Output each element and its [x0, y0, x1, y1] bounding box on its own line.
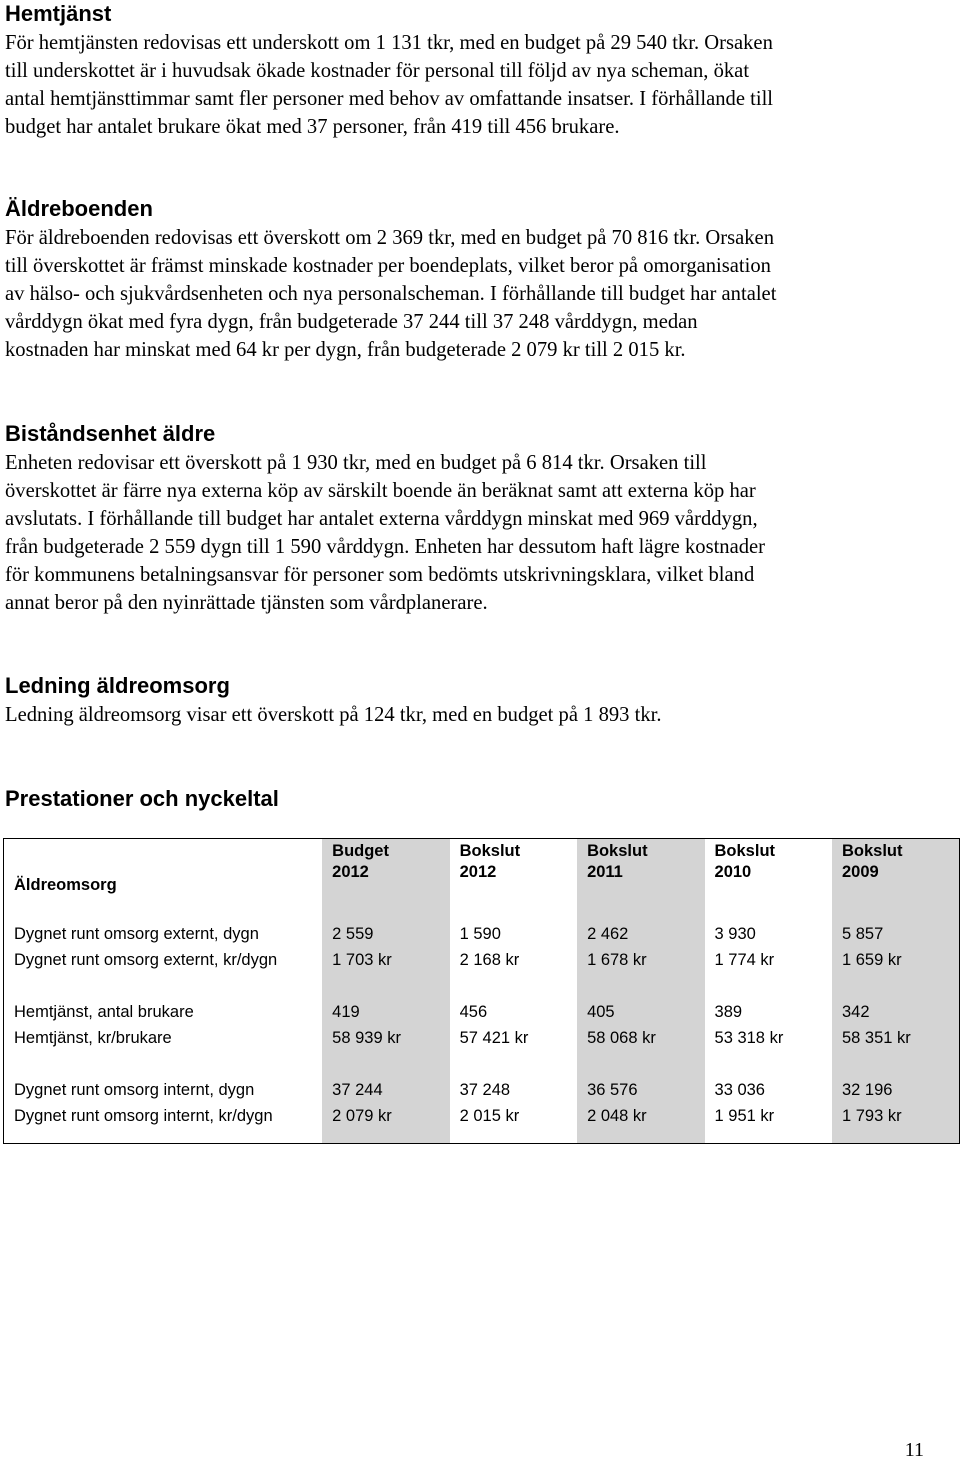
column-header-line: Budget [332, 842, 389, 860]
paragraph-line: För hemtjänsten redovisas ett underskott om 1 131 tkr, med en budget på 29 540 tkr. Orsaken [5, 32, 773, 54]
table-spacer-cell [577, 973, 704, 999]
page-number: 11 [904, 1439, 924, 1461]
paragraph-line: För äldreboenden redovisas ett överskott om 2 369 tkr, med en budget på 70 816 tkr. Orsaken [5, 227, 774, 249]
table-spacer-cell [4, 973, 323, 999]
table-spacer-cell [4, 899, 323, 921]
table-cell: 2 559 [322, 921, 449, 947]
table-cell: 1 774 kr [714, 951, 775, 969]
column-header-year: 2009 [841, 863, 879, 881]
table-spacer-cell [450, 973, 577, 999]
table-row [4, 1025, 960, 1051]
table-spacer-cell [832, 1129, 960, 1144]
table-spacer-cell [705, 1051, 832, 1077]
table-cell: 2 015 kr [459, 1107, 520, 1125]
section-paragraph-bistandsenhet [5, 449, 960, 617]
table-spacer-row [4, 899, 960, 921]
table-spacer-cell [832, 1051, 960, 1077]
table-spacer-cell [450, 1051, 577, 1077]
table-spacer-cell [4, 1129, 323, 1144]
paragraph-line: annat beror på den nyinrättade tjänsten som vårdplanerare. [5, 592, 488, 614]
section-paragraph-ledning [5, 701, 960, 729]
table-spacer-cell [577, 1051, 704, 1077]
table-row [4, 947, 960, 973]
table-cell: 57 421 kr [459, 1029, 529, 1047]
section-paragraph-aldreboenden [5, 224, 960, 364]
table-cell: 1 951 kr [714, 1107, 775, 1125]
paragraph-line: av hälso- och sjukvårdsenheten och nya personalscheman. I förhållande till budget har antalet [5, 283, 777, 305]
column-header-bokslut-2010 [705, 839, 832, 900]
column-header-year: 2012 [459, 863, 497, 881]
table-row [4, 999, 960, 1025]
table-spacer-row [4, 1051, 960, 1077]
table-cell: 58 068 kr [577, 1025, 704, 1051]
table-spacer-cell [832, 973, 960, 999]
table-cell: 58 939 kr [322, 1025, 449, 1051]
paragraph-line: överskottet är färre nya externa köp av särskilt boende än beräknat samt att externa köp har [5, 480, 756, 502]
table-spacer-cell [322, 1051, 449, 1077]
table-spacer-cell [705, 899, 832, 921]
table-spacer-row [4, 973, 960, 999]
paragraph-line: till underskottet är i huvudsak ökade kostnader för personal till följd av nya scheman, ökat [5, 60, 750, 82]
table-cell: 5 857 [832, 921, 960, 947]
column-header-line: Bokslut [841, 842, 903, 860]
paragraph-line: antal hemtjänsttimmar samt fler personer med behov av omfattande insatser. I förhållande till [5, 88, 774, 110]
table-cell: 342 [832, 999, 960, 1025]
paragraph-line: Enheten redovisar ett överskott på 1 930 tkr, med en budget på 6 814 tkr. Orsaken till [5, 452, 707, 474]
table-cell: 37 248 [459, 1081, 511, 1099]
table-spacer-cell [577, 1129, 704, 1144]
row-label-cell: Dygnet runt omsorg externt, kr/dygn [14, 951, 278, 969]
paragraph-line: avslutats. I förhållande till budget har antalet externa vårddygn minskat med 969 vårddygn, [5, 508, 758, 530]
row-label-cell: Hemtjänst, kr/brukare [14, 1029, 172, 1047]
paragraph-line: Ledning äldreomsorg visar ett överskott på 124 tkr, med en budget på 1 893 tkr. [5, 704, 662, 726]
table-cell: 32 196 [832, 1077, 960, 1103]
table-spacer-cell [705, 1129, 832, 1144]
column-header-bokslut-2012 [450, 839, 577, 900]
column-header-bokslut-2009 [832, 839, 960, 900]
paragraph-line: till överskottet är främst minskade kostnader per boendeplats, vilket beror på omorganisation [5, 255, 771, 277]
section-heading-bistandsenhet: Biståndsenhet äldre [5, 421, 216, 446]
table-spacer-cell [322, 899, 449, 921]
table-cell: 2 462 [577, 921, 704, 947]
table-body [4, 899, 960, 1144]
table-spacer-cell [450, 1129, 577, 1144]
table-row [4, 1103, 960, 1129]
section-paragraph-hemtjanst [5, 29, 960, 141]
column-header-year: 2011 [587, 863, 623, 881]
paragraph-line: för kommunens betalningsansvar för personer som bedömts utskrivningsklara, vilket bland [5, 564, 755, 586]
row-label-cell: Dygnet runt omsorg internt, kr/dygn [14, 1107, 273, 1125]
section-heading-ledning: Ledning äldreomsorg [5, 673, 230, 698]
table-cell: 2 168 kr [459, 951, 520, 969]
column-header-budget-2012 [322, 839, 449, 900]
column-header-line: Bokslut [459, 842, 521, 860]
column-header-year: 2012 [332, 863, 369, 881]
table-row-header: Äldreomsorg [14, 876, 117, 894]
table-cell: 1 703 kr [322, 947, 449, 973]
table-row [4, 1077, 960, 1103]
paragraph-line: budget har antalet brukare ökat med 37 personer, från 419 till 456 brukare. [5, 116, 620, 138]
table-spacer-cell [322, 1129, 449, 1144]
row-label-cell: Hemtjänst, antal brukare [14, 1003, 194, 1021]
table-cell: 53 318 kr [714, 1029, 784, 1047]
table-spacer-cell [832, 899, 960, 921]
paragraph-line: från budgeterade 2 559 dygn till 1 590 vårddygn. Enheten har dessutom haft lägre kostnader [5, 536, 766, 558]
table-cell: 389 [714, 1003, 743, 1021]
table-cell: 36 576 [577, 1077, 704, 1103]
table-cell: 1 793 kr [832, 1103, 960, 1129]
column-header-line: Bokslut [714, 842, 776, 860]
table-header-row [4, 839, 960, 900]
table-spacer-cell [450, 899, 577, 921]
table-cell: 419 [322, 999, 449, 1025]
table-cell: 456 [459, 1003, 488, 1021]
table-spacer-cell [705, 973, 832, 999]
row-label-cell: Dygnet runt omsorg externt, dygn [14, 925, 259, 943]
table-cell: 1 659 kr [832, 947, 960, 973]
table-spacer-cell [577, 899, 704, 921]
section-heading-aldreboenden: Äldreboenden [5, 196, 153, 221]
table-spacer-cell [322, 973, 449, 999]
table-cell: 2 079 kr [322, 1103, 449, 1129]
table-cell: 58 351 kr [832, 1025, 960, 1051]
paragraph-line: vårddygn ökat med fyra dygn, från budgeterade 37 244 till 37 248 vårddygn, medan [5, 311, 698, 333]
table-cell: 1 590 [459, 925, 501, 943]
section-heading-hemtjanst: Hemtjänst [5, 1, 112, 26]
table-cell: 405 [577, 999, 704, 1025]
paragraph-line: kostnaden har minskat med 64 kr per dygn, från budgeterade 2 079 kr till 2 015 kr. [5, 339, 686, 361]
table-cell: 33 036 [714, 1081, 765, 1099]
row-label-cell: Dygnet runt omsorg internt, dygn [14, 1081, 255, 1099]
column-header-year: 2010 [714, 863, 752, 881]
column-header-line: Bokslut [587, 842, 648, 860]
table-cell: 37 244 [322, 1077, 449, 1103]
table-cell: 1 678 kr [577, 947, 704, 973]
column-header-bokslut-2011 [577, 839, 704, 900]
table-spacer-cell [4, 1051, 323, 1077]
table-spacer-row [4, 1129, 960, 1144]
table-cell: 3 930 [714, 925, 756, 943]
table-cell: 2 048 kr [577, 1103, 704, 1129]
table-title: Prestationer och nyckeltal [5, 786, 279, 811]
table-row [4, 921, 960, 947]
key-figures-table [3, 838, 960, 1144]
